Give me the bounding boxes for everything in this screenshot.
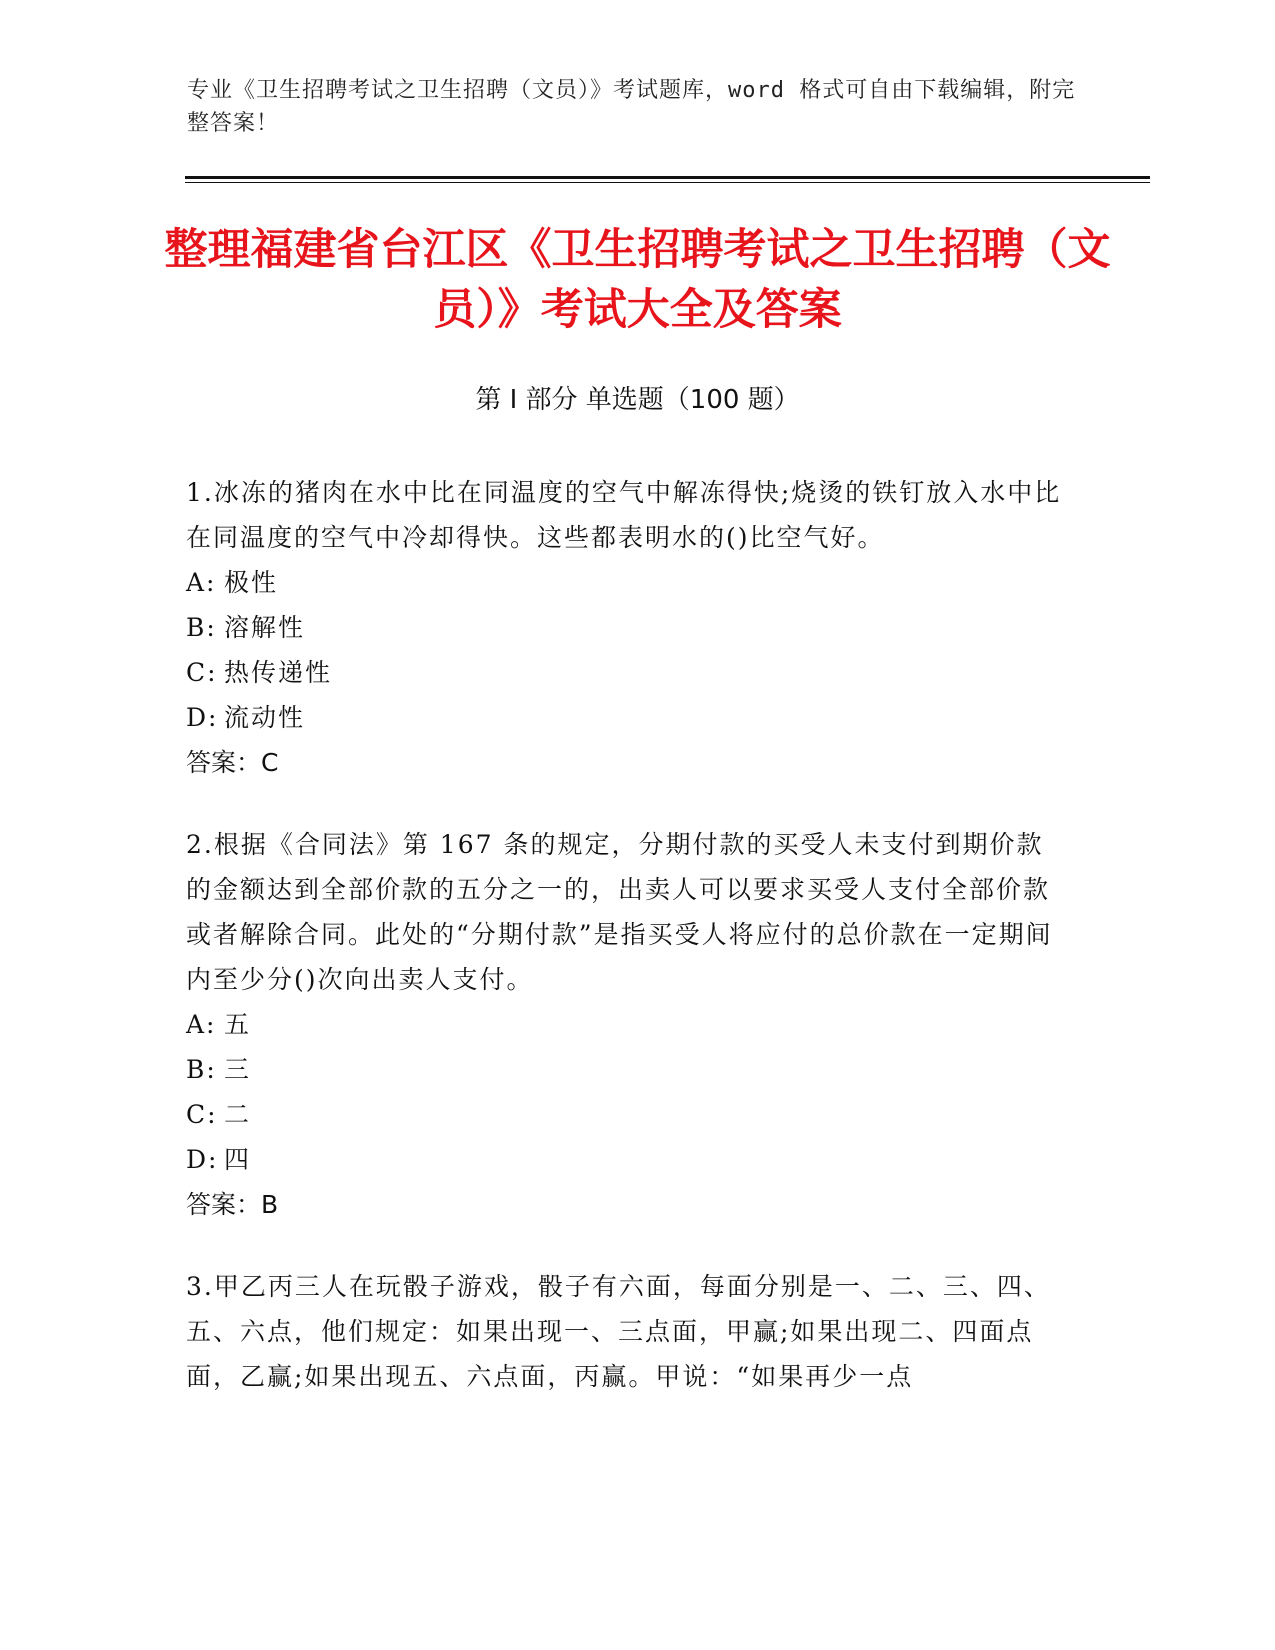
question-3: [186, 1264, 1066, 1399]
option-b: [186, 605, 1066, 650]
option-c: [186, 1092, 1066, 1137]
header-note: 专业《卫生招聘考试之卫生招聘（文员）》考试题库，word 格式可自由下载编辑，附完整答案！: [187, 78, 1076, 136]
question-stem: 3.甲乙丙三人在玩骰子游戏，骰子有六面，每面分别是一、二、三、四、五、六点，他们规定：如果出现一、三点面，甲赢;如果出现二、四面点面，乙赢;如果出现五、六点面，丙赢。甲说：“如果再少一点: [186, 1272, 1051, 1391]
answer: 答案：B: [186, 1190, 279, 1219]
header-rule-thin: [185, 182, 1150, 183]
option-key: D:: [186, 1145, 219, 1174]
question-list: [186, 470, 1066, 1436]
option-text: 流动性: [224, 703, 306, 732]
document-title: 整理福建省台江区《卫生招聘考试之卫生招聘（文员）》考试大全及答案: [164, 225, 1111, 335]
option-key: C:: [186, 658, 218, 687]
option-b: [186, 1047, 1066, 1092]
option-key: B:: [186, 613, 217, 642]
option-key: A:: [186, 1010, 217, 1039]
question-2: [186, 822, 1066, 1227]
option-text: 四: [224, 1145, 252, 1174]
question-1: [186, 470, 1066, 785]
option-key: A:: [186, 568, 217, 597]
option-text: 三: [224, 1055, 252, 1084]
option-text: 溶解性: [224, 613, 306, 642]
option-text: 热传递性: [224, 658, 333, 687]
header-rule-thick: [185, 176, 1150, 179]
question-stem: 1.冰冻的猪肉在水中比在同温度的空气中解冻得快;烧烫的铁钉放入水中比在同温度的空气中冷却得快。这些都表明水的()比空气好。: [186, 478, 1062, 552]
option-text: 五: [224, 1010, 252, 1039]
option-c: [186, 650, 1066, 695]
option-d: [186, 1137, 1066, 1182]
option-a: [186, 560, 1066, 605]
option-d: [186, 695, 1066, 740]
section-title: 第 I 部分 单选题（100 题）: [475, 385, 800, 415]
option-text: 二: [224, 1100, 252, 1129]
option-key: B:: [186, 1055, 217, 1084]
option-a: [186, 1002, 1066, 1047]
option-key: C:: [186, 1100, 218, 1129]
answer: 答案：C: [186, 748, 279, 777]
option-text: 极性: [224, 568, 279, 597]
question-stem: 2.根据《合同法》第 167 条的规定，分期付款的买受人未支付到期价款的金额达到全部价款的五分之一的，出卖人可以要求买受人支付全部价款或者解除合同。此处的“分期付款”是指买受人将应付的总价款在一定期间内至少分()次向出卖人支付。: [186, 830, 1053, 994]
option-key: D:: [186, 703, 219, 732]
